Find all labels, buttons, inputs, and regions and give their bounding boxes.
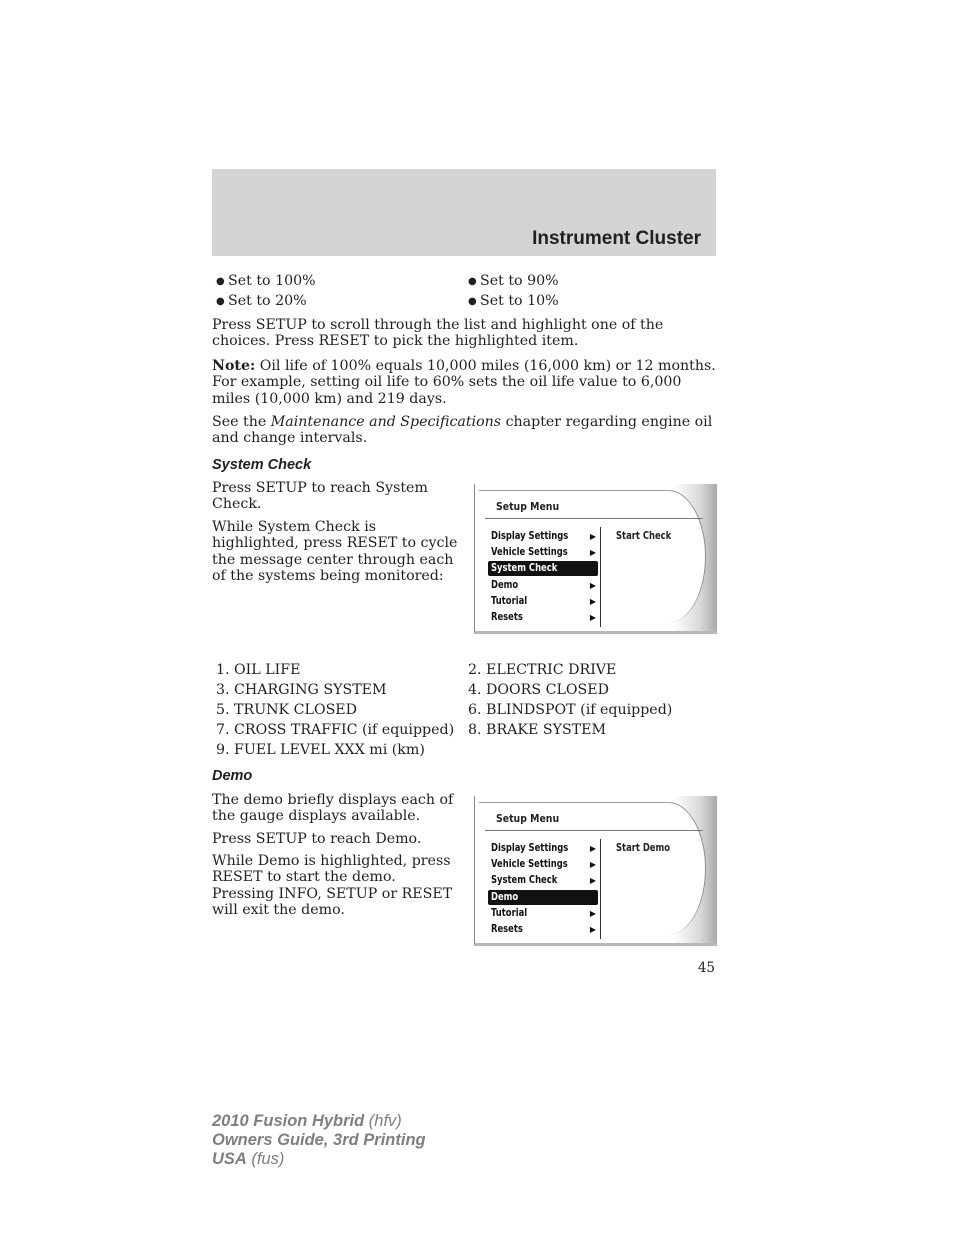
footer-line-model: 2010 Fusion Hybrid (hfv) [212, 1112, 402, 1130]
setup-menu-display-system-check [474, 484, 717, 634]
arrow-right-icon: ▶ [589, 909, 596, 918]
footer-line-region: USA (fus) [212, 1150, 285, 1168]
bullet-icon: ● [216, 276, 225, 287]
arrow-right-icon: ▶ [589, 844, 596, 853]
bullet-item: ● Set to 100% [216, 273, 316, 289]
footer-line-guide: Owners Guide, 3rd Printing [212, 1131, 426, 1149]
bullet-icon: ● [468, 296, 477, 307]
menu-item-resets: Resets ▶ [491, 611, 596, 623]
menu-item-display-settings: Display Settings ▶ [491, 842, 596, 854]
list-item: 7. CROSS TRAFFIC (if equipped) [216, 722, 455, 738]
arrow-right-icon: ▶ [589, 548, 596, 557]
arrow-right-icon: ▶ [589, 597, 596, 606]
setup-menu-display-demo [474, 796, 717, 946]
list-item: 4. DOORS CLOSED [468, 682, 609, 698]
bullet-icon: ● [468, 276, 477, 287]
menu-item-system-check: System Check ▶ [491, 874, 596, 886]
list-item: 9. FUEL LEVEL XXX mi (km) [216, 742, 425, 758]
bullet-item: ● Set to 90% [468, 273, 559, 289]
menu-title: Setup Menu [496, 812, 560, 825]
paragraph-setup-scroll: Press SETUP to scroll through the list and highlight one of the choices. Press RESET to pick the highlighted item. [212, 317, 664, 350]
list-item: 8. BRAKE SYSTEM [468, 722, 607, 738]
menu-item-tutorial: Tutorial ▶ [491, 595, 596, 607]
paragraph-system-check-cycle: While System Check is highlighted, press RESET to cycle the message center through each of the systems being monitored: [212, 519, 458, 585]
bullet-item: ● Set to 10% [468, 293, 559, 309]
menu-item-system-check-selected: System Check [488, 561, 598, 576]
arrow-right-icon: ▶ [589, 613, 596, 622]
paragraph-reach-system-check: Press SETUP to reach System Check. [212, 480, 428, 513]
arrow-right-icon: ▶ [589, 532, 596, 541]
list-item: 5. TRUNK CLOSED [216, 702, 358, 718]
menu-item-resets: Resets ▶ [491, 923, 596, 935]
page-number: 45 [697, 960, 715, 976]
bullet-icon: ● [216, 296, 225, 307]
paragraph-demo-description: The demo briefly displays each of the gauge displays available. [212, 792, 454, 825]
arrow-right-icon: ▶ [589, 876, 596, 885]
arrow-right-icon: ▶ [589, 860, 596, 869]
section-title: Instrument Cluster [532, 228, 701, 249]
paragraph-see-maintenance: See the Maintenance and Specifications chapter regarding engine oil and change intervals. [212, 414, 713, 447]
divider [485, 518, 703, 519]
divider [600, 527, 601, 627]
divider [485, 830, 703, 831]
arrow-right-icon: ▶ [589, 581, 596, 590]
menu-item-vehicle-settings: Vehicle Settings ▶ [491, 546, 596, 558]
menu-item-display-settings: Display Settings ▶ [491, 530, 596, 542]
menu-item-vehicle-settings: Vehicle Settings ▶ [491, 858, 596, 870]
menu-item-demo: Demo ▶ [491, 579, 596, 591]
paragraph-reach-demo: Press SETUP to reach Demo. [212, 831, 422, 847]
arrow-right-icon: ▶ [589, 925, 596, 934]
heading-system-check: System Check [212, 457, 312, 473]
paragraph-note: Note: Oil life of 100% equals 10,000 miles (16,000 km) or 12 months. For example, setting oil life to 60% sets the oil life value to 6,000 miles (10,000 km) and 219 days. [212, 358, 716, 407]
note-label: Note: [212, 358, 256, 374]
menu-title: Setup Menu [496, 500, 560, 513]
paragraph-start-demo: While Demo is highlighted, press RESET to start the demo. Pressing INFO, SETUP or RESET will exit the demo. [212, 853, 453, 919]
list-item: 3. CHARGING SYSTEM [216, 682, 387, 698]
menu-item-demo-selected: Demo [488, 890, 598, 905]
display-screen [479, 802, 706, 935]
list-item: 2. ELECTRIC DRIVE [468, 662, 617, 678]
menu-action-start-check: Start Check [616, 530, 672, 542]
divider [600, 839, 601, 939]
heading-demo: Demo [212, 768, 253, 784]
list-item: 6. BLINDSPOT (if equipped) [468, 702, 673, 718]
menu-item-tutorial: Tutorial ▶ [491, 907, 596, 919]
display-screen [479, 490, 706, 623]
list-item: 1. OIL LIFE [216, 662, 301, 678]
header-band [212, 169, 716, 256]
footer [212, 1112, 426, 1169]
bullet-item: ● Set to 20% [216, 293, 307, 309]
menu-action-start-demo: Start Demo [616, 842, 671, 854]
